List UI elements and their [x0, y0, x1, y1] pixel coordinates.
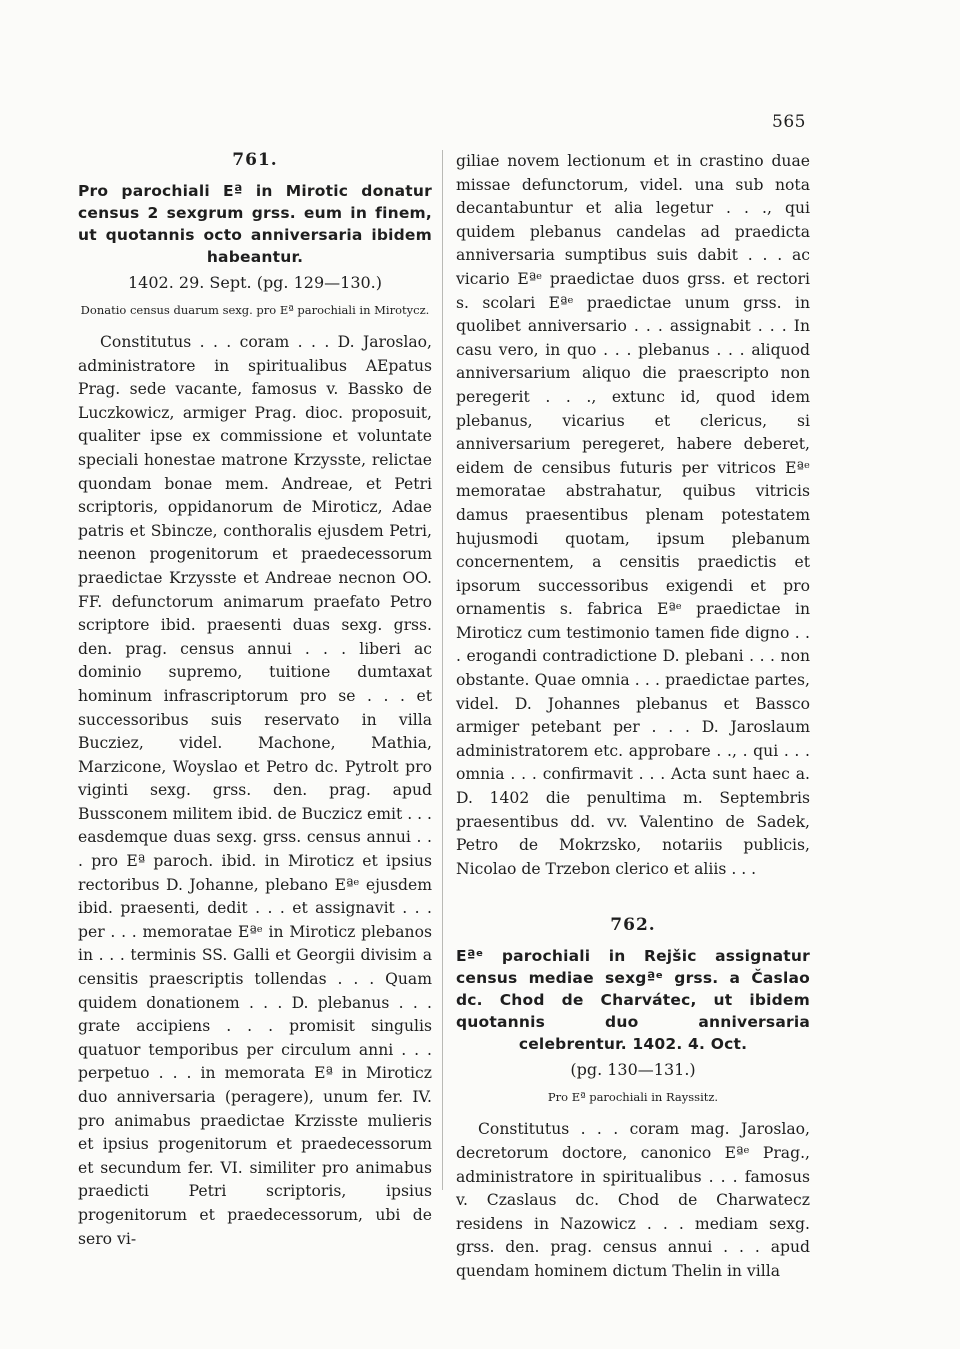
entry-date: (pg. 130—131.)	[570, 1060, 696, 1080]
entry-body-text-continued: giliae novem lectionum et in crastino duae missae defunctorum, videl. una sub nota decantabuntur et alia legetur . . ., qui quidem plebanus candelas ad praedicta anniversaria sumptibus suis dabit . . . ac vicario Eªᵉ praedictae duos grss. et rectori s. scolari Eªᵉ praedictae unum grss. in quolibet anniversario . . . assignabit . . . In casu vero, in quo . . . plebanus . . . aliquod anniversarium aliquo die praescripto non peregerit . . ., extunc id, quod idem plebanus, vicarius et clericus, si anniversarium peregeret, habere deberet, eidem de censibus futuris per vitricos Eªᵉ memoratae abstrahatur, quibus vitricis damus praesentibus plenam potestatem hujusmodi quotam, ipsum plebanum concernentem, a censitis praedictis et ipsorum successoribus exigendi et pro ornamentis s. fabrica Eªᵉ praedictae in Miroticz cum testimonio tamen fide digno . . . erogandi contradictione D. plebani . . . non obstante. Quae omnia . . . praedictae partes, videl. D. Johannes plebanus et Bassco armiger petebant per . . . D. Jaroslaum administratorem etc. approbare . ., . qui . . . omnia . . . confirmavit . . . Acta sunt haec a. D. 1402 die penultima m. Septembris praesentibus dd. vv. Valentino de Sadek, Petro de Mokrzsko, notariis publicis, Nicolao de Trzebon clerico et aliis . . .	[456, 152, 810, 878]
entry-regest: Pro Eª parochiali in Rayssitz.	[547, 1090, 719, 1105]
right-column	[456, 150, 810, 1284]
column-divider	[442, 150, 443, 1190]
left-column	[78, 150, 432, 1251]
entry-body-text: Constitutus . . . coram mag. Jaroslao, decretorum doctore, canonico Eªᵉ Prag., administratore in spiritualibus . . . famosus v. Czaslaus dc. Chod de Charwatecz residens in Nazowicz . . . mediam sexg. grss. den. prag. census annui . . . apud quendam hominem dictum Thelin in villa	[456, 1120, 810, 1280]
entry-body-text: Constitutus . . . coram . . . D. Jaroslao, administratore in spiritualibus AEpatus Prag. sede vacante, famosus v. Bassko de Luczkowicz, armiger Prag. dioc. proposuit, qualiter ipse ex commissione et voluntate speciali honestae matrone Krzysste, relictae quondam bonae mem. Andreae, et Petri scriptoris, oppidanorum de Miroticz, Adae patris et Sbincze, conthoralis ejusdem Petri, neenon progenitorum et praedecessorum praedictae Krzysste et Andreae necnon OO. FF. defunctorum animarum praefato Petro scriptore ibid. praesenti duas sexg. grss. den. prag. census annui . . . liberi ac dominio supremo, tuitione dumtaxat hominum infrascriptorum pro se . . . et successoribus suis reservato in villa Bucziez, videl. Machone, Mathia, Marzicone, Woyslao et Petro dc. Pytrolt pro viginti sexg. grss. den. prag. apud Bussconem militem ibid. de Buczicz emit . . . easdemque duas sexg. grss. census annui . . . pro Eª paroch. ibid. in Miroticz et ipsius rectoribus D. Johanne, plebano Eªᵉ ejusdem ibid. praesenti, dedit . . . et assignavit . . . per . . . memoratae Eªᵉ in Miroticz plebanos in . . . terminis SS. Galli et Georgii divisim a censitis praescriptis tollendas . . . Quam quidem donationem . . . D. plebanus . . . grate accipiens . . . promisit singulis quatuor temporibus per circulum anni . . . perpetuo . . . in memorata Eª in Miroticz duo anniversaria (peragere), unum fer. IV. pro animabus praedictae Krzisste mulieris et ipsius progenitorum et praedecessorum et secundum fer. VI. similiter pro animabus praedicti Petri scriptoris, ipsius progenitorum et praedecessorum, ubi de sero vi-	[78, 333, 433, 1248]
entry-number: 761.	[232, 150, 278, 170]
page-number: 565	[772, 112, 806, 132]
entry-regest: Donatio census duarum sexg. pro Eª parochiali in Mirotycz.	[80, 303, 430, 317]
entry-number: 762.	[610, 915, 656, 936]
entry-date: 1402. 29. Sept. (pg. 129—130.)	[128, 273, 382, 292]
entry-heading: Eªᵉ parochiali in Rejšic assignatur census mediae sexgªᵉ grss. a Časlao dc. Chod de Charvátec, ut ibidem quotannis duo anniversaria celebrentur. 1402. 4. Oct.	[456, 947, 810, 1054]
entry-heading: Pro parochiali Eª in Mirotic donatur census 2 sexgrum grss. eum in finem, ut quotannis octo anniversaria ibidem habeantur.	[78, 182, 432, 266]
